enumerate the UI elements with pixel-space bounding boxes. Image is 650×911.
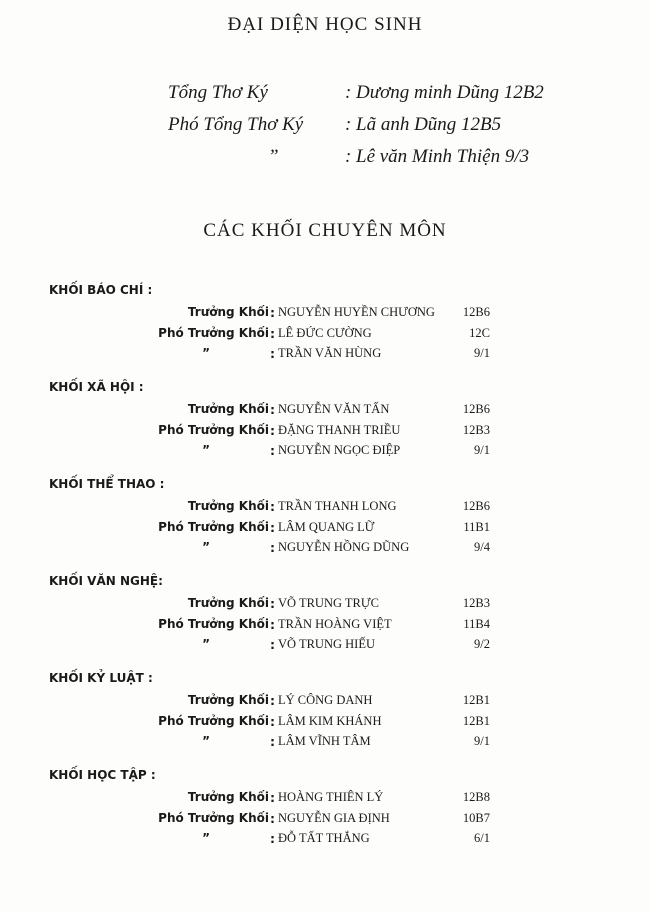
member-row bbox=[0, 734, 650, 754]
committee-section bbox=[0, 283, 650, 380]
member-role: ” bbox=[202, 734, 210, 748]
member-class: 9/1 bbox=[474, 346, 490, 360]
member-colon: : bbox=[270, 423, 275, 438]
committee-section bbox=[0, 671, 650, 768]
member-row bbox=[0, 499, 650, 519]
sections-list bbox=[0, 283, 650, 865]
member-row bbox=[0, 443, 650, 463]
member-class: 9/1 bbox=[474, 443, 490, 457]
committee-section bbox=[0, 477, 650, 574]
member-row bbox=[0, 811, 650, 831]
member-name: VÕ TRUNG TRỰC bbox=[278, 596, 379, 610]
member-class: 12B1 bbox=[462, 693, 490, 707]
member-colon: : bbox=[270, 443, 275, 458]
committee-section bbox=[0, 574, 650, 671]
member-name: TRẦN THANH LONG bbox=[278, 499, 397, 513]
member-name: NGUYỄN GIA ĐỊNH bbox=[278, 811, 390, 825]
member-role: ” bbox=[202, 540, 210, 554]
member-row bbox=[0, 540, 650, 560]
officer-name: Lã anh Dũng 12B5 bbox=[356, 114, 502, 135]
officer-role: Phó Tổng Thơ Ký bbox=[168, 114, 304, 135]
officer-colon: : bbox=[345, 146, 352, 167]
member-class: 12B6 bbox=[462, 402, 490, 416]
member-role: Phó Trưởng Khối bbox=[158, 326, 269, 340]
officer-role-ditto: ” bbox=[268, 146, 279, 167]
member-name: NGUYỄN HUYỀN CHƯƠNG bbox=[278, 305, 435, 319]
officer-name: Lê văn Minh Thiện 9/3 bbox=[356, 146, 530, 167]
section-title: KHỐI VĂN NGHỆ: bbox=[49, 574, 163, 588]
member-name: NGUYỄN HỒNG DŨNG bbox=[278, 540, 410, 554]
member-row bbox=[0, 596, 650, 616]
section-title: KHỐI THỂ THAO : bbox=[49, 477, 165, 491]
member-class: 12B3 bbox=[462, 423, 490, 437]
member-row bbox=[0, 402, 650, 422]
member-class: 9/2 bbox=[474, 637, 490, 651]
member-colon: : bbox=[270, 693, 275, 708]
committee-section bbox=[0, 768, 650, 865]
member-class: 11B4 bbox=[463, 617, 490, 631]
member-role: ” bbox=[202, 831, 210, 845]
member-class: 12B6 bbox=[462, 499, 490, 513]
member-class: 12C bbox=[469, 326, 490, 340]
member-name: ĐẶNG THANH TRIỀU bbox=[278, 423, 401, 437]
member-role: Trưởng Khối bbox=[187, 693, 269, 707]
member-colon: : bbox=[270, 499, 275, 514]
member-class: 10B7 bbox=[462, 811, 490, 825]
officers-list bbox=[0, 82, 650, 178]
officer-row bbox=[0, 146, 650, 178]
officer-row bbox=[0, 82, 650, 114]
member-role: ” bbox=[202, 346, 210, 360]
member-row bbox=[0, 423, 650, 443]
member-class: 11B1 bbox=[463, 520, 490, 534]
member-role: Phó Trưởng Khối bbox=[158, 811, 269, 825]
member-name: NGUYỄN NGỌC ĐIỆP bbox=[278, 443, 401, 457]
officer-colon: : bbox=[345, 82, 352, 103]
member-role: Trưởng Khối bbox=[187, 305, 269, 319]
member-row bbox=[0, 831, 650, 851]
member-colon: : bbox=[270, 596, 275, 611]
member-colon: : bbox=[270, 734, 275, 749]
member-row bbox=[0, 637, 650, 657]
member-colon: : bbox=[270, 790, 275, 805]
member-row bbox=[0, 520, 650, 540]
member-role: Trưởng Khối bbox=[187, 790, 269, 804]
officer-row bbox=[0, 114, 650, 146]
member-role: Phó Trưởng Khối bbox=[158, 617, 269, 631]
member-class: 9/4 bbox=[474, 540, 490, 554]
member-name: LÂM KIM KHÁNH bbox=[278, 714, 382, 728]
member-colon: : bbox=[270, 714, 275, 729]
member-colon: : bbox=[270, 637, 275, 652]
section-title: KHỐI BÁO CHÍ : bbox=[49, 283, 153, 297]
page-title: ĐẠI DIỆN HỌC SINH bbox=[227, 14, 423, 35]
member-colon: : bbox=[270, 520, 275, 535]
member-colon: : bbox=[270, 540, 275, 555]
member-colon: : bbox=[270, 326, 275, 341]
section-title: KHỐI KỶ LUẬT : bbox=[49, 671, 153, 685]
member-row bbox=[0, 714, 650, 734]
member-role: Trưởng Khối bbox=[187, 402, 269, 416]
committee-section bbox=[0, 380, 650, 477]
member-name: LÂM VĨNH TÂM bbox=[278, 734, 371, 748]
member-role: ” bbox=[202, 637, 210, 651]
member-name: NGUYỄN VĂN TẤN bbox=[278, 402, 390, 416]
member-class: 12B1 bbox=[462, 714, 490, 728]
section-title: KHỐI HỌC TẬP : bbox=[49, 768, 156, 782]
member-name: LÊ ĐỨC CƯỜNG bbox=[278, 326, 372, 340]
member-class: 12B6 bbox=[462, 305, 490, 319]
member-colon: : bbox=[270, 305, 275, 320]
member-colon: : bbox=[270, 402, 275, 417]
member-row bbox=[0, 617, 650, 637]
member-row bbox=[0, 790, 650, 810]
member-role: Trưởng Khối bbox=[187, 596, 269, 610]
section-title: KHỐI XÃ HỘI : bbox=[49, 380, 144, 394]
member-name: ĐỖ TẤT THẮNG bbox=[278, 831, 370, 845]
member-role: ” bbox=[202, 443, 210, 457]
member-name: TRẦN VĂN HÙNG bbox=[278, 346, 382, 360]
member-role: Phó Trưởng Khối bbox=[158, 423, 269, 437]
member-class: 12B8 bbox=[462, 790, 490, 804]
officer-role: Tổng Thơ Ký bbox=[168, 82, 268, 103]
member-row bbox=[0, 326, 650, 346]
member-row bbox=[0, 346, 650, 366]
member-row bbox=[0, 693, 650, 713]
member-name: VÕ TRUNG HIẾU bbox=[278, 637, 375, 651]
member-class: 9/1 bbox=[474, 734, 490, 748]
member-colon: : bbox=[270, 831, 275, 846]
member-row bbox=[0, 305, 650, 325]
member-role: Phó Trưởng Khối bbox=[158, 714, 269, 728]
member-name: LÝ CÔNG DANH bbox=[278, 693, 373, 707]
member-role: Trưởng Khối bbox=[187, 499, 269, 513]
member-name: LÂM QUANG LỮ bbox=[278, 520, 375, 534]
officer-colon: : bbox=[345, 114, 352, 135]
officer-name: Dương minh Dũng 12B2 bbox=[356, 82, 544, 103]
member-name: TRẦN HOÀNG VIỆT bbox=[278, 617, 392, 631]
member-colon: : bbox=[270, 811, 275, 826]
member-name: HOÀNG THIÊN LÝ bbox=[278, 790, 384, 804]
member-colon: : bbox=[270, 617, 275, 632]
member-class: 6/1 bbox=[474, 831, 490, 845]
member-role: Phó Trưởng Khối bbox=[158, 520, 269, 534]
section-heading: CÁC KHỐI CHUYÊN MÔN bbox=[203, 220, 447, 241]
member-class: 12B3 bbox=[462, 596, 490, 610]
member-colon: : bbox=[270, 346, 275, 361]
